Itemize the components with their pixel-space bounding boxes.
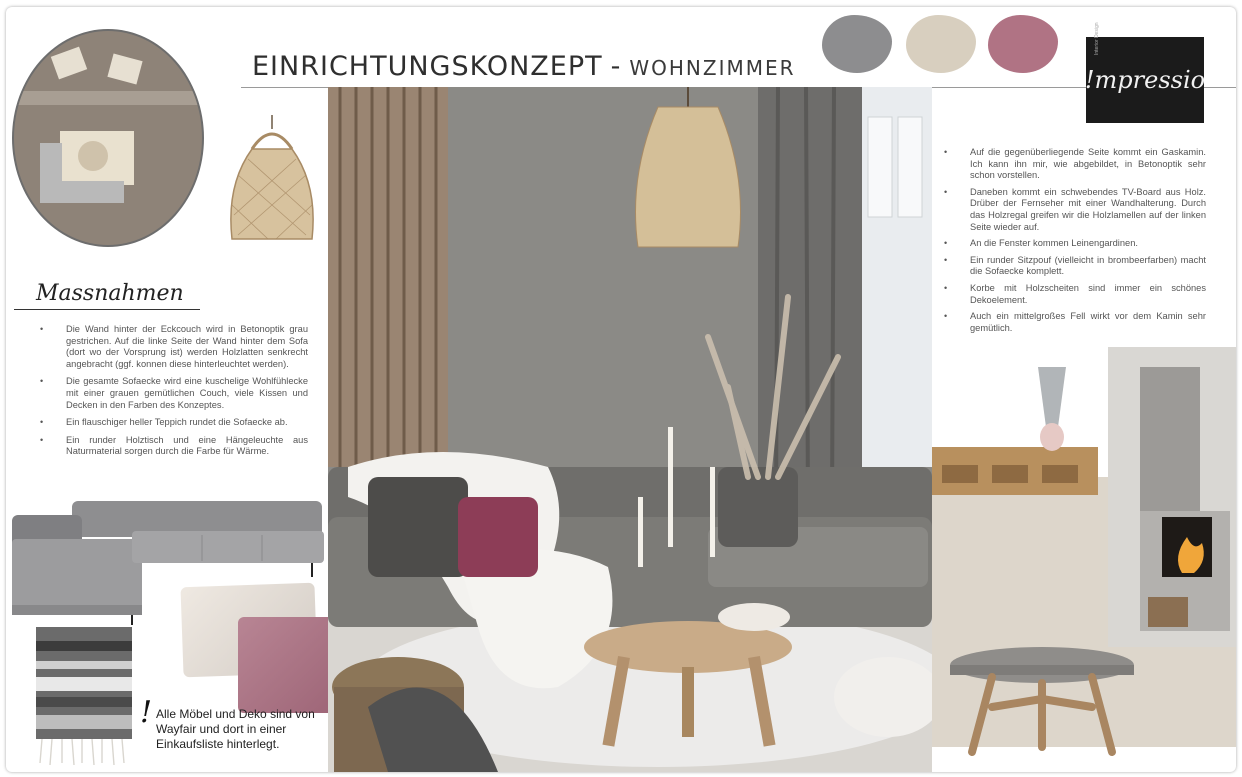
plan-sofa [40,181,124,203]
brand-logo [1084,22,1206,123]
right-collage-image [932,347,1236,772]
rattan-lamp-image [218,115,326,249]
page-title [252,51,796,82]
logo-tagline: Interior Design [1094,22,1100,55]
list-item: • Ein flauschiger heller Teppich rundet die Sofaecke ab. [40,417,308,429]
list-item: • Auch ein mittelgroßes Fell wirkt vor dem Kamin sehr gemütlich. [944,311,1206,334]
plan-chair [51,47,87,80]
list-item: • Ein runder Holztisch und eine Hängeleuchte aus Naturmaterial sorgen durch die Farbe für Wärme. [40,435,308,458]
plan-wall [14,91,204,105]
logo-text: !mpressio [1084,66,1206,94]
heading-underline [14,309,200,310]
living-room-photo [328,87,932,772]
floor-plan-image [12,29,204,247]
list-item: • Daneben kommt ein schwebendes TV-Board aus Holz. Drüber der Fernseher mit einer Wandhalterung. Durch das Holzregal greifen wir die Holzlamellen auf der linken Seite wieder auf. [944,187,1206,233]
list-item: • Die Wand hinter der Eckcouch wird in Betonoptik grau gestrichen. Auf die linke Seite der Wand hinter dem Sofa (dort wo der Vorsprung ist) werden Holzlatten senkrecht angebracht (ggf. konnen diese hinterleuchtet werden). [40,324,308,370]
list-item: • Auf die gegenüberliegende Seite kommt ein Gaskamin. Ich kann ihn mir, wie abgebildet, in Betonoptik sehr schon vorstellen. [944,147,1206,182]
title-subtitle: WOHNZIMMER [629,56,796,80]
color-swatch-berry [988,15,1058,73]
list-item: • Ein runder Sitzpouf (vielleicht in brombeerfarben) macht die Sofaecke komplett. [944,255,1206,278]
shopping-note: Alle Möbel und Deko sind von Wayfair und dort in einer Einkaufsliste hinterlegt. [156,707,315,751]
list-item: • Korbe mit Holzscheiten sind immer ein schönes Dekoelement. [944,283,1206,306]
list-item: • An die Fenster kommen Leinengardinen. [944,238,1206,250]
moodboard-page [6,7,1236,772]
note-exclamation: ! [140,695,153,730]
throw-blanket-image [36,627,132,767]
color-swatch-grey [822,15,892,73]
title-main: EINRICHTUNGSKONZEPT [252,51,603,82]
concept-list [944,147,1206,339]
list-item: • Die gesamte Sofaecke wird eine kuschelige Wohlfühlecke mit einer grauen gemütlichen Couch, viele Kissen und Decken in den Farben des Konzeptes. [40,376,308,411]
plan-table [78,141,108,171]
title-separator: - [610,51,622,82]
color-swatch-beige [906,15,976,73]
plan-chair [107,54,142,85]
measures-list [40,324,308,464]
section-heading: Massnahmen [36,281,184,306]
